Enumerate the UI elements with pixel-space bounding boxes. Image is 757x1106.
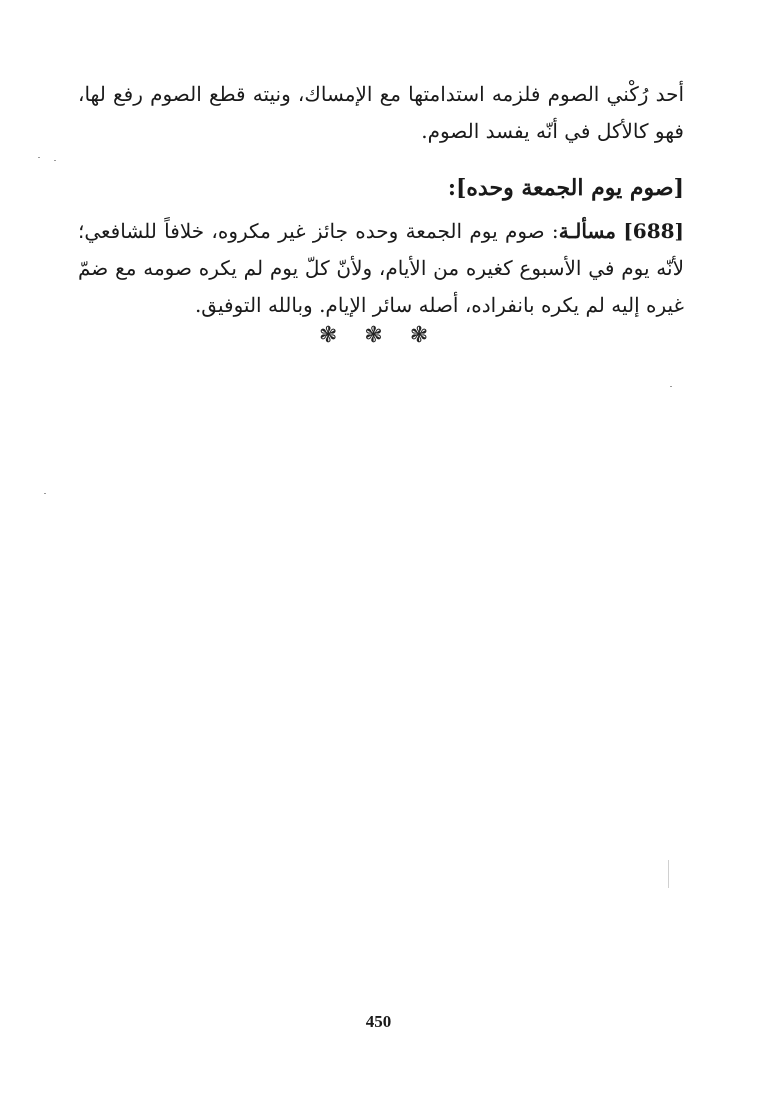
scan-speck	[668, 860, 669, 888]
issue-text: صوم يوم الجمعة وحده جائز غير مكروه، خلافاً للشافعي؛ لأنّه يوم في الأسبوع كغيره من الأيام، ولأنّ كلّ يوم لم يكره صومه مع ضمّ غيره إليه لم يكره بانفراده، أصله سائر الإيام. وبالله التوفيق.	[78, 219, 684, 317]
scan-speck	[38, 157, 40, 158]
scan-speck	[54, 160, 56, 161]
section-heading: [صوم يوم الجمعة وحده]:	[447, 175, 684, 201]
scan-speck	[44, 493, 46, 494]
scan-speck	[670, 386, 672, 387]
issue-paragraph	[78, 213, 684, 324]
issue-colon: :	[544, 219, 559, 243]
issue-number: [688]	[623, 219, 684, 243]
paragraph-continuation: أحد رُكْني الصوم فلزمه استدامتها مع الإمساك، ونيته قطع الصوم رفع لها، فهو كالأكل في أنّه يفسد الصوم.	[78, 82, 684, 143]
page-number: 450	[365, 1012, 392, 1031]
section-end-ornament: ❃ ❃ ❃	[318, 323, 439, 348]
issue-label: مسألـة	[558, 219, 617, 243]
